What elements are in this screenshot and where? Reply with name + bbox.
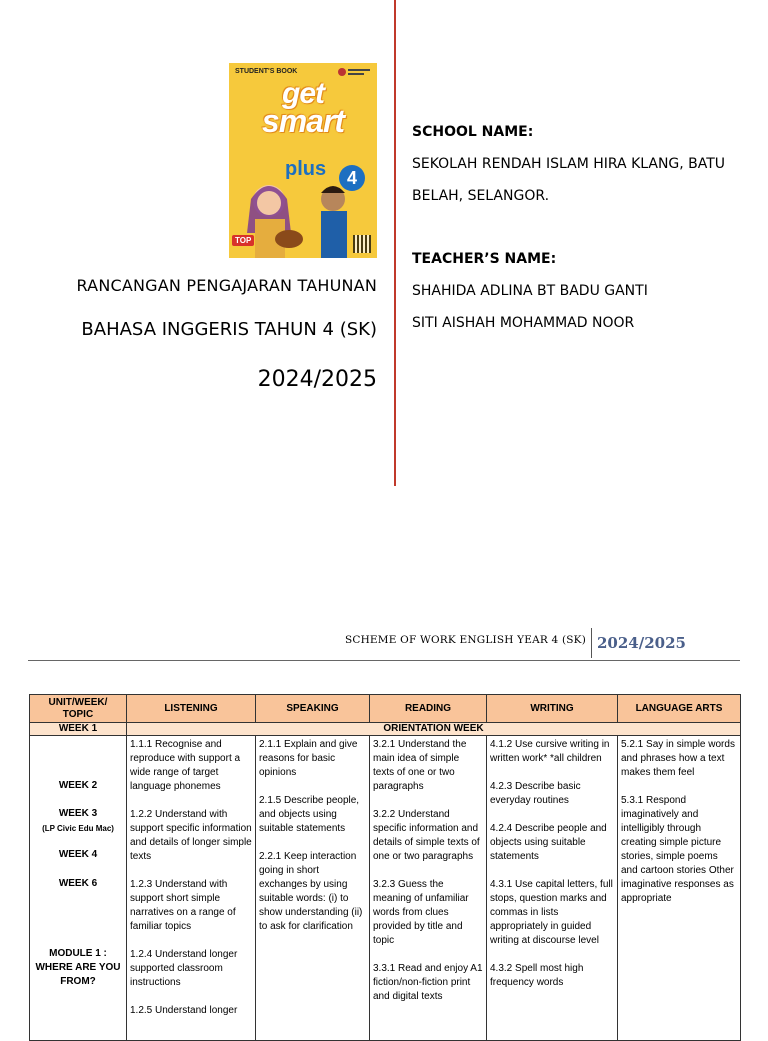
book-brand-line1: get (282, 77, 324, 110)
speaking-item: 2.1.1 Explain and give reasons for basic opinions (259, 739, 358, 778)
qr-code-icon (353, 235, 371, 253)
scheme-year: 2024/2025 (597, 634, 686, 652)
cover-title-line1: RANCANGAN PENGAJARAN TAHUNAN (76, 276, 377, 295)
header-rule (28, 660, 740, 661)
orientation-label: ORIENTATION WEEK (127, 723, 741, 736)
language-arts-item: 5.3.1 Respond imaginatively and intelligibly through creating simple picture stories, simple poems and cartoon stories Other imaginative responses as appropriate (621, 795, 734, 904)
module-line1: MODULE 1 : (49, 948, 107, 959)
scheme-title: SCHEME OF WORK ENGLISH YEAR 4 (SK) (344, 634, 586, 646)
language-arts-item: 5.2.1 Say in simple words and phrases how a text makes them feel (621, 739, 735, 778)
language-arts-cell (618, 736, 741, 1041)
school-info (412, 116, 725, 212)
cover-divider (394, 0, 396, 486)
cover-title-line2: BAHASA INGGERIS TAHUN 4 (SK) (81, 319, 377, 340)
listening-item: 1.2.5 Understand longer (130, 1005, 238, 1016)
writing-item: 4.2.4 Describe people and objects using suitable statements (490, 823, 607, 862)
book-badge: TOP (232, 235, 254, 246)
scheme-separator (591, 628, 592, 658)
teacher-name-1: SHAHIDA ADLINA BT BADU GANTI (412, 283, 648, 299)
teacher-label: TEACHER’S NAME: (412, 251, 557, 267)
week-3: WEEK 3 (58, 808, 98, 819)
writing-item: 4.3.2 Spell most high frequency words (490, 963, 584, 988)
writing-item: 4.3.1 Use capital letters, full stops, question marks and commas in lists appropriately in guided writing at discourse level (490, 879, 613, 946)
book-tag: STUDENT'S BOOK (235, 68, 298, 75)
week-2: WEEK 2 (58, 780, 98, 791)
week-cell (30, 736, 127, 1041)
table-header-row (30, 695, 741, 723)
header-language-arts: LANGUAGE ARTS (618, 695, 741, 723)
module-line2: WHERE ARE YOU (35, 962, 121, 973)
book-cover-image (229, 63, 377, 258)
orientation-row (30, 723, 741, 736)
school-name-line1: SEKOLAH RENDAH ISLAM HIRA KLANG, BATU (412, 156, 726, 172)
reading-cell (370, 736, 487, 1041)
children-illustration-icon (237, 173, 357, 258)
teacher-info (412, 243, 648, 339)
week-6: WEEK 6 (58, 878, 98, 889)
reading-item: 3.3.1 Read and enjoy A1 fiction/non-fiction print and digital texts (373, 963, 483, 1002)
reading-item: 3.2.3 Guess the meaning of unfamiliar words from clues provided by title and topic (373, 879, 469, 946)
speaking-item: 2.1.5 Describe people, and objects using suitable statements (259, 795, 360, 834)
listening-item: 1.2.3 Understand with support short simple narratives on a range of familiar topics (130, 879, 236, 932)
week-3-note: (LP Civic Edu Mac) (42, 824, 114, 833)
header-unit: UNIT/WEEK/ TOPIC (30, 695, 127, 723)
book-number: 4 (339, 165, 365, 191)
book-brand-line2: smart (261, 103, 345, 139)
listening-item: 1.2.2 Understand with support specific information and details of longer simple texts (130, 809, 252, 862)
school-label: SCHOOL NAME: (412, 124, 534, 140)
writing-cell (487, 736, 618, 1041)
table-row (30, 736, 741, 1041)
reading-item: 3.2.2 Understand specific information and details of simple texts of one or two paragraphs (373, 809, 480, 862)
header-writing: WRITING (487, 695, 618, 723)
listening-item: 1.2.4 Understand longer supported classroom instructions (130, 949, 238, 988)
speaking-item: 2.2.1 Keep interaction going in short exchanges by using suitable words: (i) to show understanding (ii) to ask for clarification (259, 851, 363, 932)
listening-item: 1.1.1 Recognise and reproduce with support a wide range of target language phonemes (130, 739, 241, 792)
header-reading: READING (370, 695, 487, 723)
teacher-name-2: SITI AISHAH MOHAMMAD NOOR (412, 315, 635, 331)
header-listening: LISTENING (127, 695, 256, 723)
speaking-cell (256, 736, 370, 1041)
cover-title-year: 2024/2025 (257, 367, 377, 392)
week-4: WEEK 4 (58, 849, 98, 860)
ministry-logo-icon (337, 67, 371, 77)
header-speaking: SPEAKING (256, 695, 370, 723)
writing-item: 4.1.2 Use cursive writing in written work* *all children (490, 739, 610, 764)
listening-cell (127, 736, 256, 1041)
orientation-week: WEEK 1 (30, 723, 127, 736)
module-line3: FROM? (60, 976, 96, 987)
writing-item: 4.2.3 Describe basic everyday routines (490, 781, 581, 806)
school-name-line2: BELAH, SELANGOR. (412, 188, 550, 204)
book-plus: plus (285, 158, 327, 180)
reading-item: 3.2.1 Understand the main idea of simple texts of one or two paragraphs (373, 739, 467, 792)
scheme-table (29, 694, 741, 1041)
